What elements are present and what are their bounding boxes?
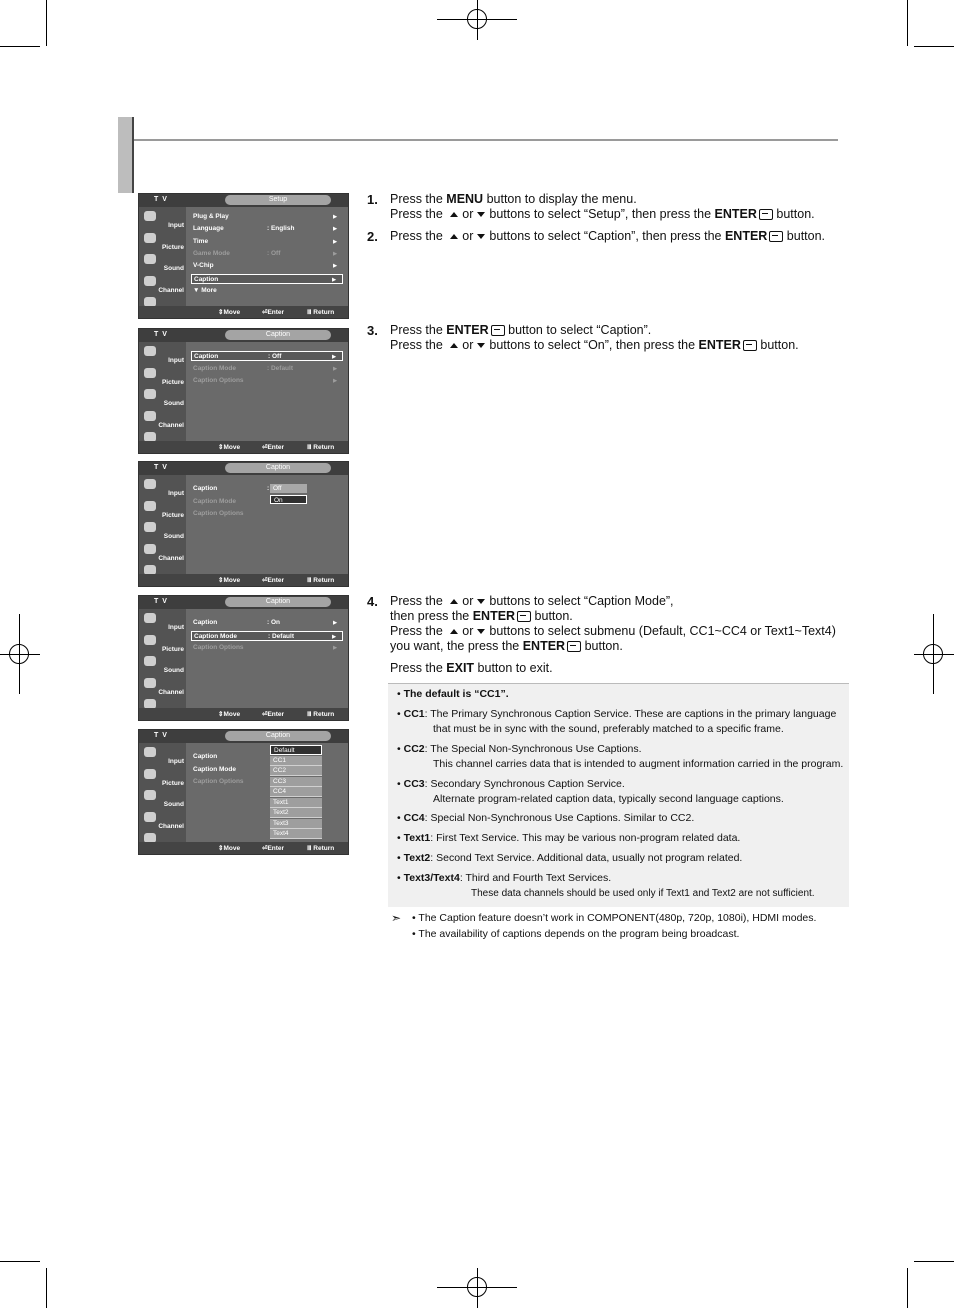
registration-mark (467, 1277, 487, 1297)
registration-mark (923, 644, 943, 664)
enter-key: ENTER (714, 207, 757, 221)
enter-icon (769, 231, 783, 242)
option-item: Text2 (270, 808, 322, 818)
menu-row-label: ▼ More (193, 286, 217, 294)
tv-label: T V (154, 598, 168, 605)
menu-row-label: Caption (193, 753, 218, 760)
picture-icon (144, 233, 156, 243)
option-item: CC4 (270, 787, 322, 797)
chevron-right-icon: ▶ (333, 250, 337, 257)
picture-icon (144, 635, 156, 645)
enter-key: ENTER (698, 338, 741, 352)
note-key: Text2 (403, 852, 431, 864)
text: or (462, 207, 474, 221)
step-text (390, 594, 836, 676)
sidebar-item (141, 811, 185, 831)
menu-row-label: Game Mode (193, 249, 230, 257)
input-icon (144, 211, 156, 221)
note-text: : Second Text Service. Additional data, usually not program related. (430, 852, 743, 864)
note-key: CC3 (403, 778, 425, 790)
text: Press the (390, 323, 447, 337)
note-key: Text1 (403, 832, 431, 844)
sidebar-item-label: Sound (163, 400, 184, 407)
tv-label: T V (154, 331, 168, 338)
input-icon (144, 613, 156, 623)
move-hint: ⇕Move (218, 845, 241, 852)
section-header-block (118, 117, 134, 193)
menu-row-label: Time (193, 237, 209, 245)
text: Press the (390, 624, 447, 638)
sidebar-item (141, 345, 185, 365)
text: Press the (390, 594, 447, 608)
option-item: CC1 (270, 756, 322, 766)
menu-title: Caption (225, 597, 331, 607)
sidebar-item-label: Channel (158, 554, 184, 562)
enter-icon (491, 325, 505, 336)
sidebar-item-label: Picture (161, 511, 184, 519)
notes-box (388, 683, 849, 907)
tv-label: T V (154, 196, 168, 203)
sidebar-item (141, 521, 185, 541)
return-hint: Ⅲ Return (307, 577, 335, 584)
note-key: CC2 (403, 743, 425, 755)
option-item: Text1 (270, 798, 322, 808)
registration-mark (467, 9, 487, 29)
menu-row (191, 643, 343, 653)
sidebar-item (141, 367, 185, 387)
note-text34 (397, 871, 611, 886)
text: buttons to select “Caption Mode”, (489, 594, 674, 608)
menu-row-label: Plug & Play (193, 213, 229, 220)
menu-row-label: V-Chip (193, 262, 214, 270)
text: Press the (390, 192, 447, 206)
up-arrow-icon (450, 234, 458, 239)
text: Press the (390, 661, 447, 675)
sidebar-item (141, 210, 185, 230)
sidebar-item-label: Input (168, 758, 184, 765)
text: Press the (390, 229, 447, 243)
return-hint: Ⅲ Return (307, 309, 335, 316)
step-number: 2. (367, 229, 378, 244)
sidebar-item-label: Picture (161, 645, 184, 653)
enter-hint: ⏎Enter (262, 845, 285, 852)
text: button to exit. (474, 661, 553, 675)
sidebar-item-label: Picture (161, 378, 184, 386)
sidebar-item (141, 410, 185, 430)
text: or (462, 338, 474, 352)
menu-row (191, 509, 343, 519)
note-key: CC4 (403, 812, 425, 824)
step-number: 4. (367, 594, 378, 609)
sidebar-item-label: Channel (158, 421, 184, 429)
chevron-right-icon: ▶ (333, 365, 337, 372)
up-arrow-icon (450, 629, 458, 634)
screen-footer (139, 708, 348, 720)
menu-row-value: : On (267, 619, 280, 626)
enter-key: ENTER (472, 609, 516, 623)
chevron-right-icon: ▶ (333, 378, 337, 384)
sidebar-item (141, 634, 185, 654)
sidebar-item (141, 655, 185, 675)
note-cc2 (397, 742, 642, 757)
tv-menu-screen (138, 193, 349, 319)
menu-title: Caption (225, 330, 331, 340)
sidebar-item (141, 253, 185, 273)
menu-row (191, 212, 343, 222)
sidebar-item-label: Input (168, 624, 184, 631)
option-item: On (270, 495, 307, 504)
option-item: Off (270, 484, 307, 493)
sidebar-item (141, 478, 185, 498)
down-arrow-icon (477, 599, 485, 604)
channel-icon (144, 544, 156, 554)
picture-icon (144, 769, 156, 779)
option-item: CC2 (270, 766, 322, 776)
menu-row-label: Caption Mode (193, 497, 236, 505)
input-icon (144, 479, 156, 489)
up-arrow-icon (450, 212, 458, 217)
text: or (462, 624, 474, 638)
menu-row-value: : Default (267, 364, 293, 372)
return-hint: Ⅲ Return (307, 711, 335, 718)
menu-row (191, 618, 343, 628)
menu-row-label: Caption Options (193, 377, 244, 384)
text: button. (772, 207, 815, 221)
enter-icon (743, 340, 757, 351)
note-cc3 (397, 777, 625, 792)
up-arrow-icon (450, 343, 458, 348)
option-item: Default (270, 745, 322, 755)
text: button to display the menu. (483, 192, 637, 206)
sound-icon (144, 522, 156, 532)
move-hint: ⇕Move (218, 577, 241, 584)
bullet: • (397, 852, 401, 864)
note-text2 (397, 851, 742, 866)
menu-row (191, 364, 343, 374)
menu-row (191, 484, 343, 494)
bullet: • (397, 743, 401, 755)
crop-mark (907, 0, 908, 46)
footnote-2: • The availability of captions depends on the program being broadcast. (412, 928, 740, 940)
crop-mark (0, 1261, 40, 1262)
menu-row-label: Language (193, 225, 224, 233)
step-number: 1. (367, 192, 378, 207)
bullet: • (397, 708, 401, 720)
sidebar-item (141, 275, 185, 295)
bullet: • (397, 688, 401, 700)
text: Press the (390, 207, 447, 221)
screen-footer (139, 441, 348, 453)
enter-key: ENTER (522, 639, 566, 653)
menu-row-label: Caption (193, 485, 218, 492)
text: button. (581, 639, 623, 653)
menu-row-value: : Off (267, 249, 281, 257)
text: or (462, 229, 474, 243)
note-cc1 (397, 707, 836, 722)
enter-hint: ⏎Enter (262, 711, 285, 718)
note-text: : Special Non-Synchronous Use Captions. Similar to CC2. (424, 812, 695, 824)
note-text: : First Text Service. This may be various non-program related data. (430, 832, 741, 844)
channel-icon (144, 812, 156, 822)
enter-hint: ⏎Enter (262, 577, 285, 584)
bullet: • (397, 812, 401, 824)
enter-icon (759, 209, 773, 220)
menu-row (191, 631, 343, 641)
crop-mark (46, 0, 47, 46)
note-text: The default is “CC1”. (403, 688, 509, 700)
chevron-right-icon: ▶ (333, 620, 337, 626)
step-text (390, 229, 825, 244)
sidebar-item-label: Channel (158, 822, 184, 830)
step-text (390, 323, 799, 353)
enter-hint: ⏎Enter (262, 309, 285, 316)
screen-footer (139, 306, 348, 318)
enter-icon (517, 611, 531, 622)
note-cc4 (397, 811, 694, 826)
up-arrow-icon (450, 599, 458, 604)
sidebar-item-label: Input (168, 490, 184, 497)
note-default (397, 687, 509, 702)
text: button. (783, 229, 826, 243)
crop-mark (46, 1268, 47, 1308)
menu-title: Caption (225, 731, 331, 741)
text: buttons to select “Setup”, then press the (489, 207, 715, 221)
tv-menu-screen (138, 595, 349, 721)
chevron-right-icon: ▶ (332, 354, 336, 360)
menu-row (191, 286, 343, 296)
option-item: Text3 (270, 819, 322, 829)
text: then press the (390, 609, 473, 623)
sound-icon (144, 656, 156, 666)
text: buttons to select submenu (Default, CC1~CC4 or Text1~Text4) (489, 624, 836, 638)
menu-row (191, 351, 343, 361)
move-hint: ⇕Move (218, 711, 241, 718)
move-hint: ⇕Move (218, 444, 241, 451)
chevron-right-icon: ▶ (333, 214, 337, 220)
menu-row-label: Caption (194, 353, 219, 360)
enter-hint: ⏎Enter (262, 444, 285, 451)
screen-footer (139, 574, 348, 586)
tv-label: T V (154, 464, 168, 471)
section-header-rule (134, 139, 838, 141)
down-arrow-icon (477, 629, 485, 634)
menu-row-value: : English (267, 225, 295, 233)
enter-icon (567, 641, 581, 652)
crop-mark (0, 46, 40, 47)
screen-footer (139, 842, 348, 854)
footnote-1: • The Caption feature doesn’t work in COMPONENT(480p, 720p, 1080i), HDMI modes. (412, 912, 817, 924)
sidebar-item-label: Sound (163, 801, 184, 808)
down-arrow-icon (477, 212, 485, 217)
menu-row-label: Caption Options (193, 644, 244, 651)
chevron-right-icon: ▶ (333, 263, 337, 270)
enter-key: ENTER (724, 229, 768, 243)
tv-menu-screen (138, 328, 349, 454)
enter-key: ENTER (446, 323, 489, 337)
sidebar-item (141, 543, 185, 563)
text: buttons to select “On”, then press the (489, 338, 699, 352)
menu-key: MENU (446, 192, 484, 206)
sidebar-item (141, 612, 185, 632)
menu-row-label: Caption Mode (193, 765, 236, 773)
sidebar-item (141, 746, 185, 766)
sidebar-item (141, 768, 185, 788)
menu-row (191, 376, 343, 386)
bullet: • (397, 778, 401, 790)
menu-row-value: : Off (268, 353, 282, 360)
input-icon (144, 346, 156, 356)
text: or (462, 594, 474, 608)
note-cc3-cont: Alternate program-related caption data, typically second language captions. (433, 793, 784, 805)
sidebar-item-label: Picture (161, 779, 184, 787)
picture-icon (144, 368, 156, 378)
sidebar-item (141, 500, 185, 520)
option-item: CC3 (270, 777, 322, 787)
down-arrow-icon (477, 343, 485, 348)
note-text34-cont: These data channels should be used only if Text1 and Text2 are not sufficient. (471, 888, 815, 899)
crop-mark (907, 1268, 908, 1308)
menu-title: Setup (225, 195, 331, 205)
text: buttons to select “Caption”, then press the (489, 229, 725, 243)
text: button. (756, 338, 799, 352)
tv-menu-screen (138, 461, 349, 587)
chevron-right-icon: ▶ (332, 276, 336, 283)
menu-row-value: : Default (268, 632, 294, 640)
chevron-right-icon: ▶ (333, 238, 337, 245)
sidebar-item-label: Sound (163, 533, 184, 540)
tv-label: T V (154, 732, 168, 739)
sidebar-item-label: Channel (158, 286, 184, 294)
menu-row-label: Caption (194, 275, 219, 283)
menu-row-label: Caption Options (193, 510, 244, 517)
note-cc1-cont: that must be in sync with the sound, preferably matched to a specific frame. (433, 723, 784, 735)
menu-row (191, 261, 343, 271)
sidebar-item-label: Sound (163, 667, 184, 674)
note-text1 (397, 831, 740, 846)
note-text: : Secondary Synchronous Caption Service. (424, 778, 625, 790)
channel-icon (144, 411, 156, 421)
sidebar-item-label: Channel (158, 688, 184, 696)
note-arrow-icon: ➣ (391, 911, 402, 925)
menu-row-label: Caption Mode (193, 364, 236, 372)
sound-icon (144, 254, 156, 264)
sidebar-item (141, 789, 185, 809)
sound-icon (144, 389, 156, 399)
chevron-right-icon: ▶ (332, 633, 336, 640)
menu-row-label: Caption Options (193, 778, 244, 785)
menu-row-label: Caption (193, 619, 218, 626)
sidebar-item-label: Picture (161, 243, 184, 251)
tv-menu-screen (138, 729, 349, 855)
sidebar-item (141, 677, 185, 697)
return-hint: Ⅲ Return (307, 845, 335, 852)
sidebar-item-label: Input (168, 357, 184, 364)
text: Press the (390, 338, 447, 352)
menu-row-value: : (267, 485, 270, 492)
menu-row (191, 274, 343, 284)
menu-row (191, 249, 343, 259)
menu-row (191, 237, 343, 247)
chevron-right-icon: ▶ (333, 226, 337, 233)
step-text (390, 192, 815, 222)
sidebar-item (141, 232, 185, 252)
text: button. (531, 609, 573, 623)
menu-row-label: Caption Mode (194, 632, 237, 640)
menu-title: Caption (225, 463, 331, 473)
chevron-right-icon: ▶ (333, 645, 337, 651)
input-icon (144, 747, 156, 757)
sidebar-item-label: Sound (163, 265, 184, 272)
note-text: : The Primary Synchronous Caption Service. These are captions in the primary language (424, 708, 837, 720)
note-cc2-cont: This channel carries data that is intended to augment information carried in the program. (433, 758, 844, 770)
exit-key: EXIT (446, 661, 475, 675)
sidebar-item (141, 388, 185, 408)
crop-mark (914, 1261, 954, 1262)
crop-mark (914, 46, 954, 47)
text: you want, the press the (390, 639, 523, 653)
channel-icon (144, 276, 156, 286)
bullet: • (397, 832, 401, 844)
note-text: : Third and Fourth Text Services. (459, 872, 612, 884)
note-key: Text3/Text4 (403, 872, 460, 884)
menu-row (191, 497, 343, 507)
return-hint: Ⅲ Return (307, 444, 335, 451)
move-hint: ⇕Move (218, 309, 241, 316)
menu-row (191, 224, 343, 234)
registration-mark (9, 644, 29, 664)
bullet: • (397, 872, 401, 884)
channel-icon (144, 678, 156, 688)
note-text: : The Special Non-Synchronous Use Captions. (424, 743, 642, 755)
text: button to select “Caption”. (504, 323, 652, 337)
step-number: 3. (367, 323, 378, 338)
note-key: CC1 (403, 708, 425, 720)
down-arrow-icon (477, 234, 485, 239)
sound-icon (144, 790, 156, 800)
option-item: Text4 (270, 829, 322, 839)
sidebar-item-label: Input (168, 222, 184, 229)
picture-icon (144, 501, 156, 511)
